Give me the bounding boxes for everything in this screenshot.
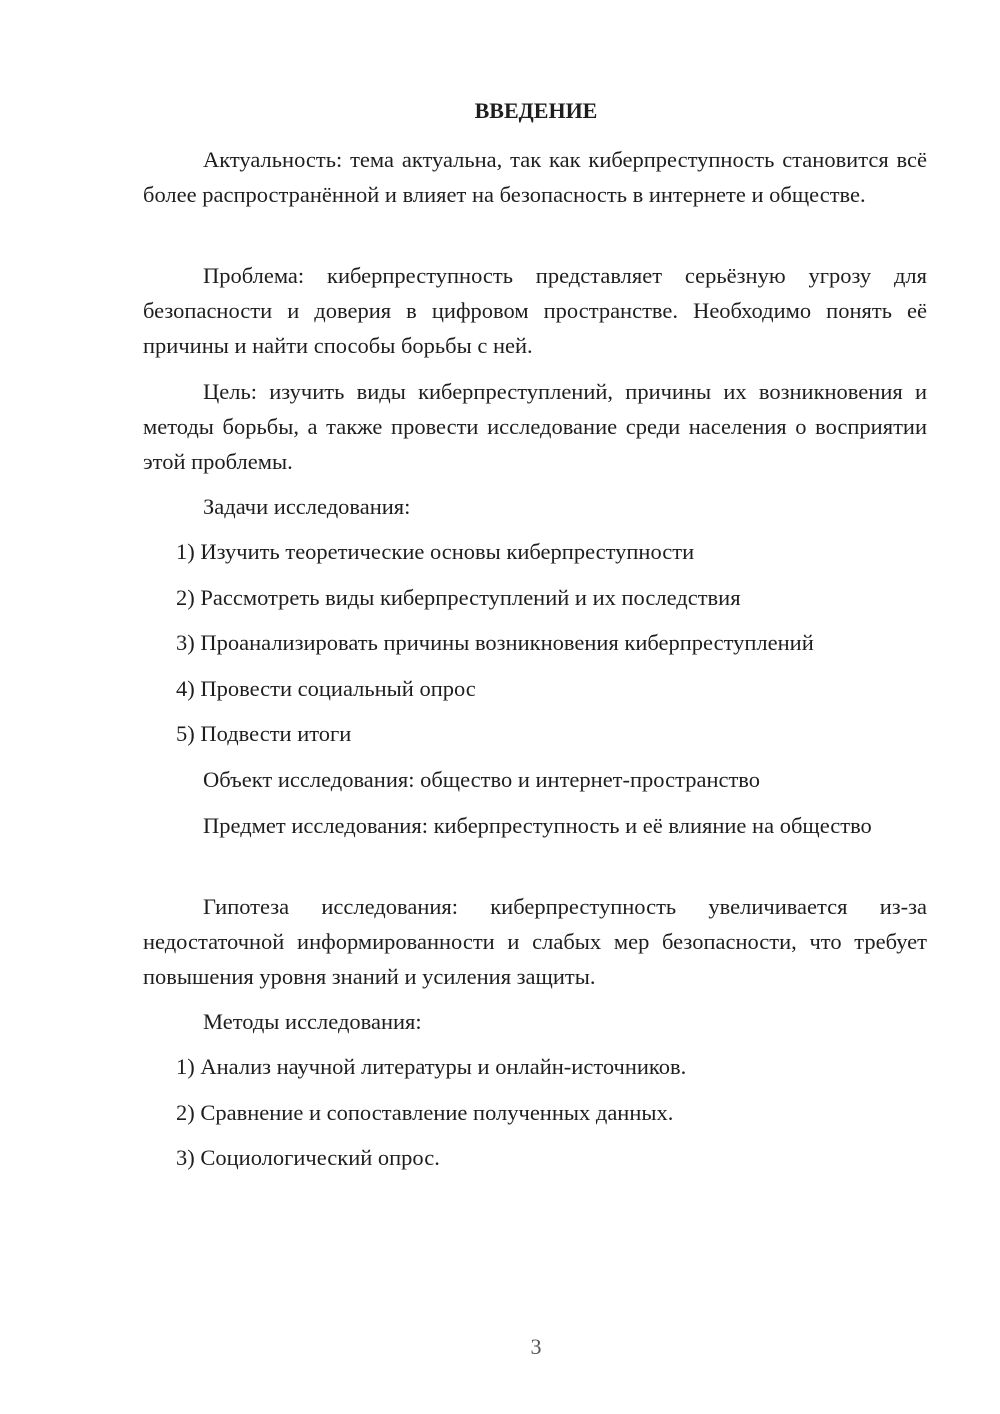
section-heading: ВВЕДЕНИЕ [474, 98, 598, 123]
task-item: 4) Провести социальный опрос [176, 676, 476, 701]
method-item: 1) Анализ научной литературы и онлайн-источников. [176, 1054, 687, 1079]
page-number: 3 [530, 1334, 542, 1359]
hypothesis-paragraph: Гипотеза исследования: киберпреступность увеличивается из-за недостаточной информированности и слабых мер безопасности, что требует повышения уровня знаний и усиления защиты. [143, 894, 927, 989]
subject-paragraph: Предмет исследования: киберпреступность и её влияние на общество [203, 813, 872, 838]
object-paragraph: Объект исследования: общество и интернет-пространство [203, 767, 761, 792]
problem-paragraph: Проблема: киберпреступность представляет серьёзную угрозу для безопасности и доверия в цифровом пространстве. Необходимо понять её причины и найти способы борьбы с ней. [143, 263, 927, 358]
tasks-title: Задачи исследования: [203, 494, 411, 519]
task-item: 5) Подвести итоги [176, 721, 352, 746]
goal-paragraph: Цель: изучить виды киберпреступлений, причины их возникновения и методы борьбы, а также провести исследование среди населения о восприятии этой проблемы. [143, 379, 927, 474]
task-item: 2) Рассмотреть виды киберпреступлений и их последствия [176, 585, 741, 610]
method-item: 3) Социологический опрос. [176, 1145, 440, 1170]
methods-title: Методы исследования: [203, 1009, 422, 1034]
task-item: 1) Изучить теоретические основы киберпреступности [176, 539, 695, 564]
relevance-paragraph: Актуальность: тема актуальна, так как киберпреступность становится всё более распространённой и влияет на безопасность в интернете и обществе. [143, 147, 927, 207]
method-item: 2) Сравнение и сопоставление полученных данных. [176, 1100, 674, 1125]
task-item: 3) Проанализировать причины возникновения киберпреступлений [176, 630, 814, 655]
